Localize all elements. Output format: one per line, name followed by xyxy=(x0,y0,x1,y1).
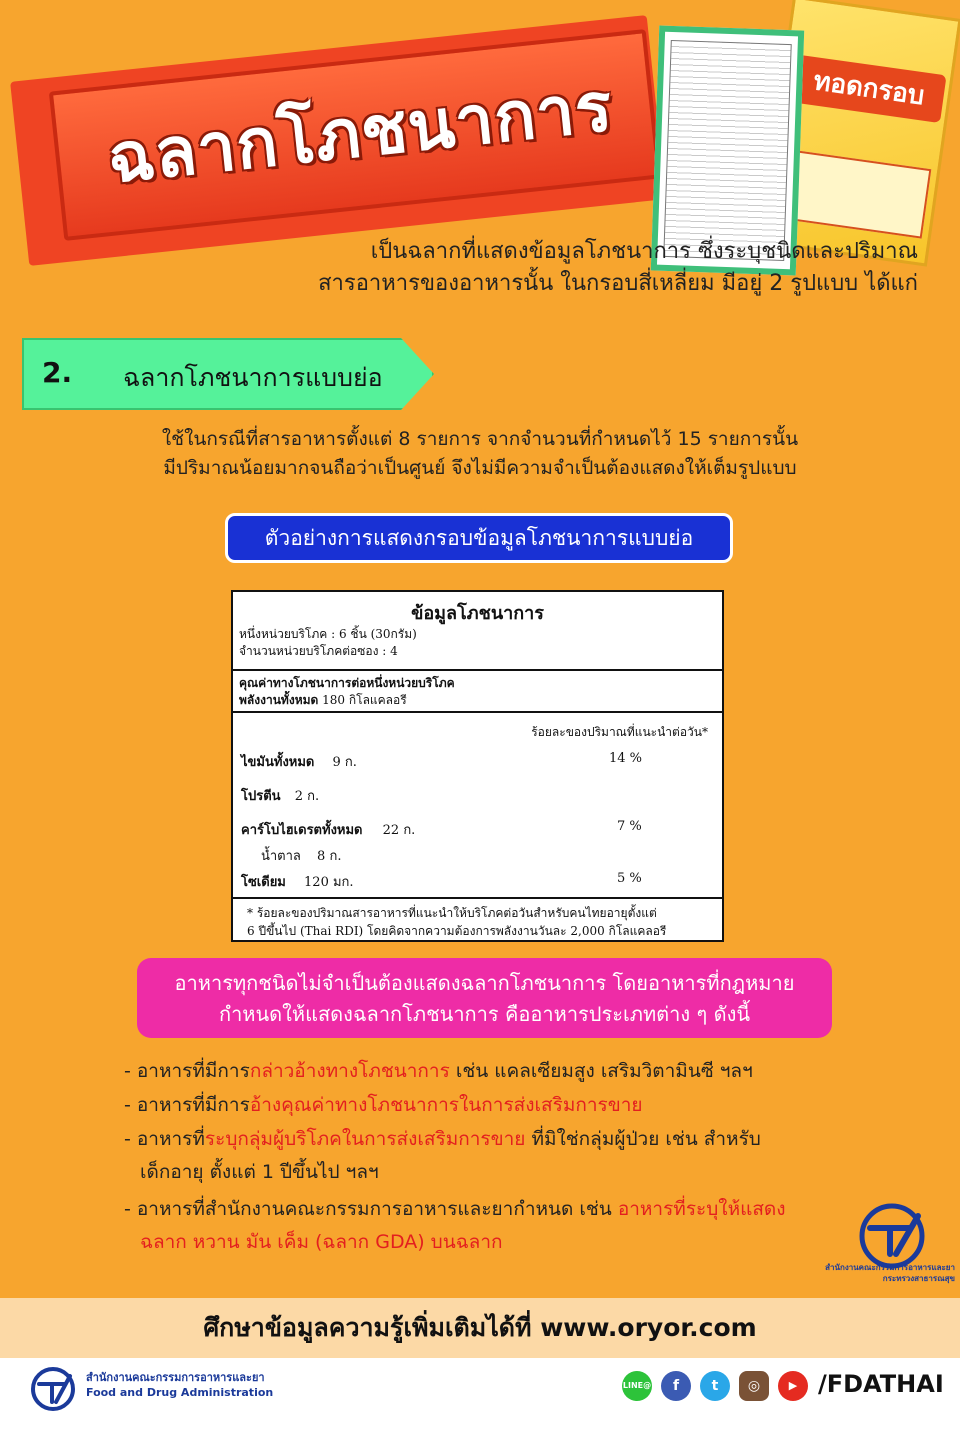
nutrient-percent: 14 % xyxy=(609,751,643,766)
example-label: ตัวอย่างการแสดงกรอบข้อมูลโภชนาการแบบย่อ xyxy=(225,513,733,563)
highlight-text: อ้างคุณค่าทางโภชนาการในการส่งเสริมการขาย xyxy=(249,1094,643,1116)
highlight-text: ระบุกลุ่มผู้บริโภคในการส่งเสริมการขาย xyxy=(204,1128,526,1150)
nutrient-name: น้ำตาล xyxy=(261,849,301,864)
package-gda-box xyxy=(777,149,931,239)
section-number: 2. xyxy=(42,356,73,389)
nutrient-name: โปรตีน xyxy=(241,789,281,804)
learn-more-link[interactable]: ศึกษาข้อมูลความรู้เพิ่มเติมได้ที่ www.oryor.com xyxy=(0,1298,960,1358)
requirement-list xyxy=(124,1055,854,1260)
nutrient-row xyxy=(261,845,731,866)
nutrient-percent: 7 % xyxy=(617,819,642,834)
usage-text xyxy=(0,425,960,483)
package-brand: ทอดกรอบ xyxy=(791,55,946,123)
servings-per-pack: จำนวนหน่วยบริโภคต่อซอง : 4 xyxy=(239,644,398,658)
nutrient-rows xyxy=(233,713,722,899)
highlight-text: อาหารที่ระบุให้แสดง xyxy=(617,1198,786,1220)
social-handle[interactable]: /FDATHAI xyxy=(818,1370,944,1398)
fda-footer-logo-icon xyxy=(28,1364,78,1414)
nutrient-row xyxy=(241,871,711,892)
nutrition-title: ข้อมูลโภชนาการ xyxy=(411,603,544,624)
line-icon[interactable]: LINE@ xyxy=(622,1371,652,1401)
nutrient-amount: 8 ก. xyxy=(317,849,342,864)
energy-label: พลังงานทั้งหมด xyxy=(239,693,319,707)
serving-size: หนึ่งหน่วยบริโภค : 6 ชิ้น (30กรัม) xyxy=(239,627,417,641)
org-thai: สำนักงานคณะกรรมการอาหารและยา xyxy=(86,1371,265,1384)
list-item: - อาหารที่มีการกล่าวอ้างทางโภชนาการ เช่น แคลเซียมสูง เสริมวิตามินซี ฯลฯ xyxy=(124,1060,753,1082)
footnote-line-1: * ร้อยละของปริมาณสารอาหารที่แนะนำให้บริโภคต่อวันสำหรับคนไทยอายุตั้งแต่ xyxy=(247,906,657,920)
nutrient-row xyxy=(241,819,711,840)
nutrition-footnote xyxy=(233,899,722,940)
nutrient-amount: 2 ก. xyxy=(294,789,320,804)
intro-text xyxy=(318,236,918,300)
energy-value: 180 กิโลแคลอรี xyxy=(322,693,407,707)
nutrient-percent: 5 % xyxy=(617,871,642,886)
youtube-icon[interactable]: ▶ xyxy=(778,1371,808,1401)
facebook-icon[interactable]: f xyxy=(661,1371,691,1401)
org-english: Food and Drug Administration xyxy=(86,1386,274,1399)
nutrient-name: คาร์โบไฮเดรตทั้งหมด xyxy=(241,823,363,838)
nutrient-row xyxy=(241,785,711,806)
nutrient-amount: 22 ก. xyxy=(382,823,416,838)
energy-section xyxy=(233,671,722,713)
instagram-icon[interactable]: ◎ xyxy=(739,1371,769,1401)
nutrient-name: โซเดียม xyxy=(241,875,286,890)
list-item: - อาหารที่ระบุกลุ่มผู้บริโภคในการส่งเสริมการขาย ที่มิใช่กลุ่มผู้ป่วย เช่น สำหรับ เด็กอายุ ตั้งแต่ 1 ปีขึ้นไป ฯลฯ xyxy=(124,1128,761,1183)
nutrient-amount: 9 ก. xyxy=(332,755,357,770)
nutrient-row xyxy=(241,751,711,772)
notice-box xyxy=(137,958,832,1038)
fda-caption: สำนักงานคณะกรรมการอาหารและยา กระทรวงสาธารณสุข xyxy=(825,1263,955,1283)
footnote-line-2: 6 ปีขึ้นไป (Thai RDI) โดยคิดจากความต้องการพลังงานวันละ 2,000 กิโลแคลอรี xyxy=(247,924,667,938)
list-item: - อาหารที่สำนักงานคณะกรรมการอาหารและยากำหนด เช่น อาหารที่ระบุให้แสดง ฉลาก หวาน มัน เค็ม (ฉลาก GDA) บนฉลาก xyxy=(124,1198,786,1253)
notice-line-2: กำหนดให้แสดงฉลากโภชนาการ คืออาหารประเภทต่าง ๆ ดังนี้ xyxy=(218,1002,751,1026)
section-label: ฉลากโภชนาการแบบย่อ xyxy=(123,363,383,392)
page-title: ฉลากโภชนาการ xyxy=(103,67,617,200)
list-item: - อาหารที่มีการอ้างคุณค่าทางโภชนาการในการส่งเสริมการขาย xyxy=(124,1094,643,1116)
intro-line-1: เป็นฉลากที่แสดงข้อมูลโภชนาการ ซึ่งระบุชนิดและปริมาณ xyxy=(370,239,918,264)
nutrient-name: ไขมันทั้งหมด xyxy=(241,755,315,770)
serving-info xyxy=(233,626,722,671)
label-lines xyxy=(663,40,791,261)
footer-org-name xyxy=(86,1370,273,1400)
intro-line-2: สารอาหารของอาหารนั้น ในกรอบสี่เหลี่ยม มีอยู่ 2 รูปแบบ ได้แก่ xyxy=(318,271,918,296)
notice-line-1: อาหารทุกชนิดไม่จำเป็นต้องแสดงฉลากโภชนาการ โดยอาหารที่กฎหมาย xyxy=(174,971,795,995)
rdi-heading: ร้อยละของปริมาณที่แนะนำต่อวัน* xyxy=(531,725,708,739)
usage-line-1: ใช้ในกรณีที่สารอาหารตั้งแต่ 8 รายการ จากจำนวนที่กำหนดไว้ 15 รายการนั้น xyxy=(161,428,799,450)
usage-line-2: มีปริมาณน้อยมากจนถือว่าเป็นศูนย์ จึงไม่มีความจำเป็นต้องแสดงให้เต็มรูปแบบ xyxy=(163,457,797,479)
per-serving-heading: คุณค่าทางโภชนาการต่อหนึ่งหน่วยบริโภค xyxy=(239,676,455,690)
nutrition-facts-table xyxy=(231,590,724,942)
highlight-text: กล่าวอ้างทางโภชนาการ xyxy=(249,1060,450,1082)
twitter-icon[interactable]: t xyxy=(700,1371,730,1401)
nutrient-amount: 120 มก. xyxy=(304,875,354,890)
